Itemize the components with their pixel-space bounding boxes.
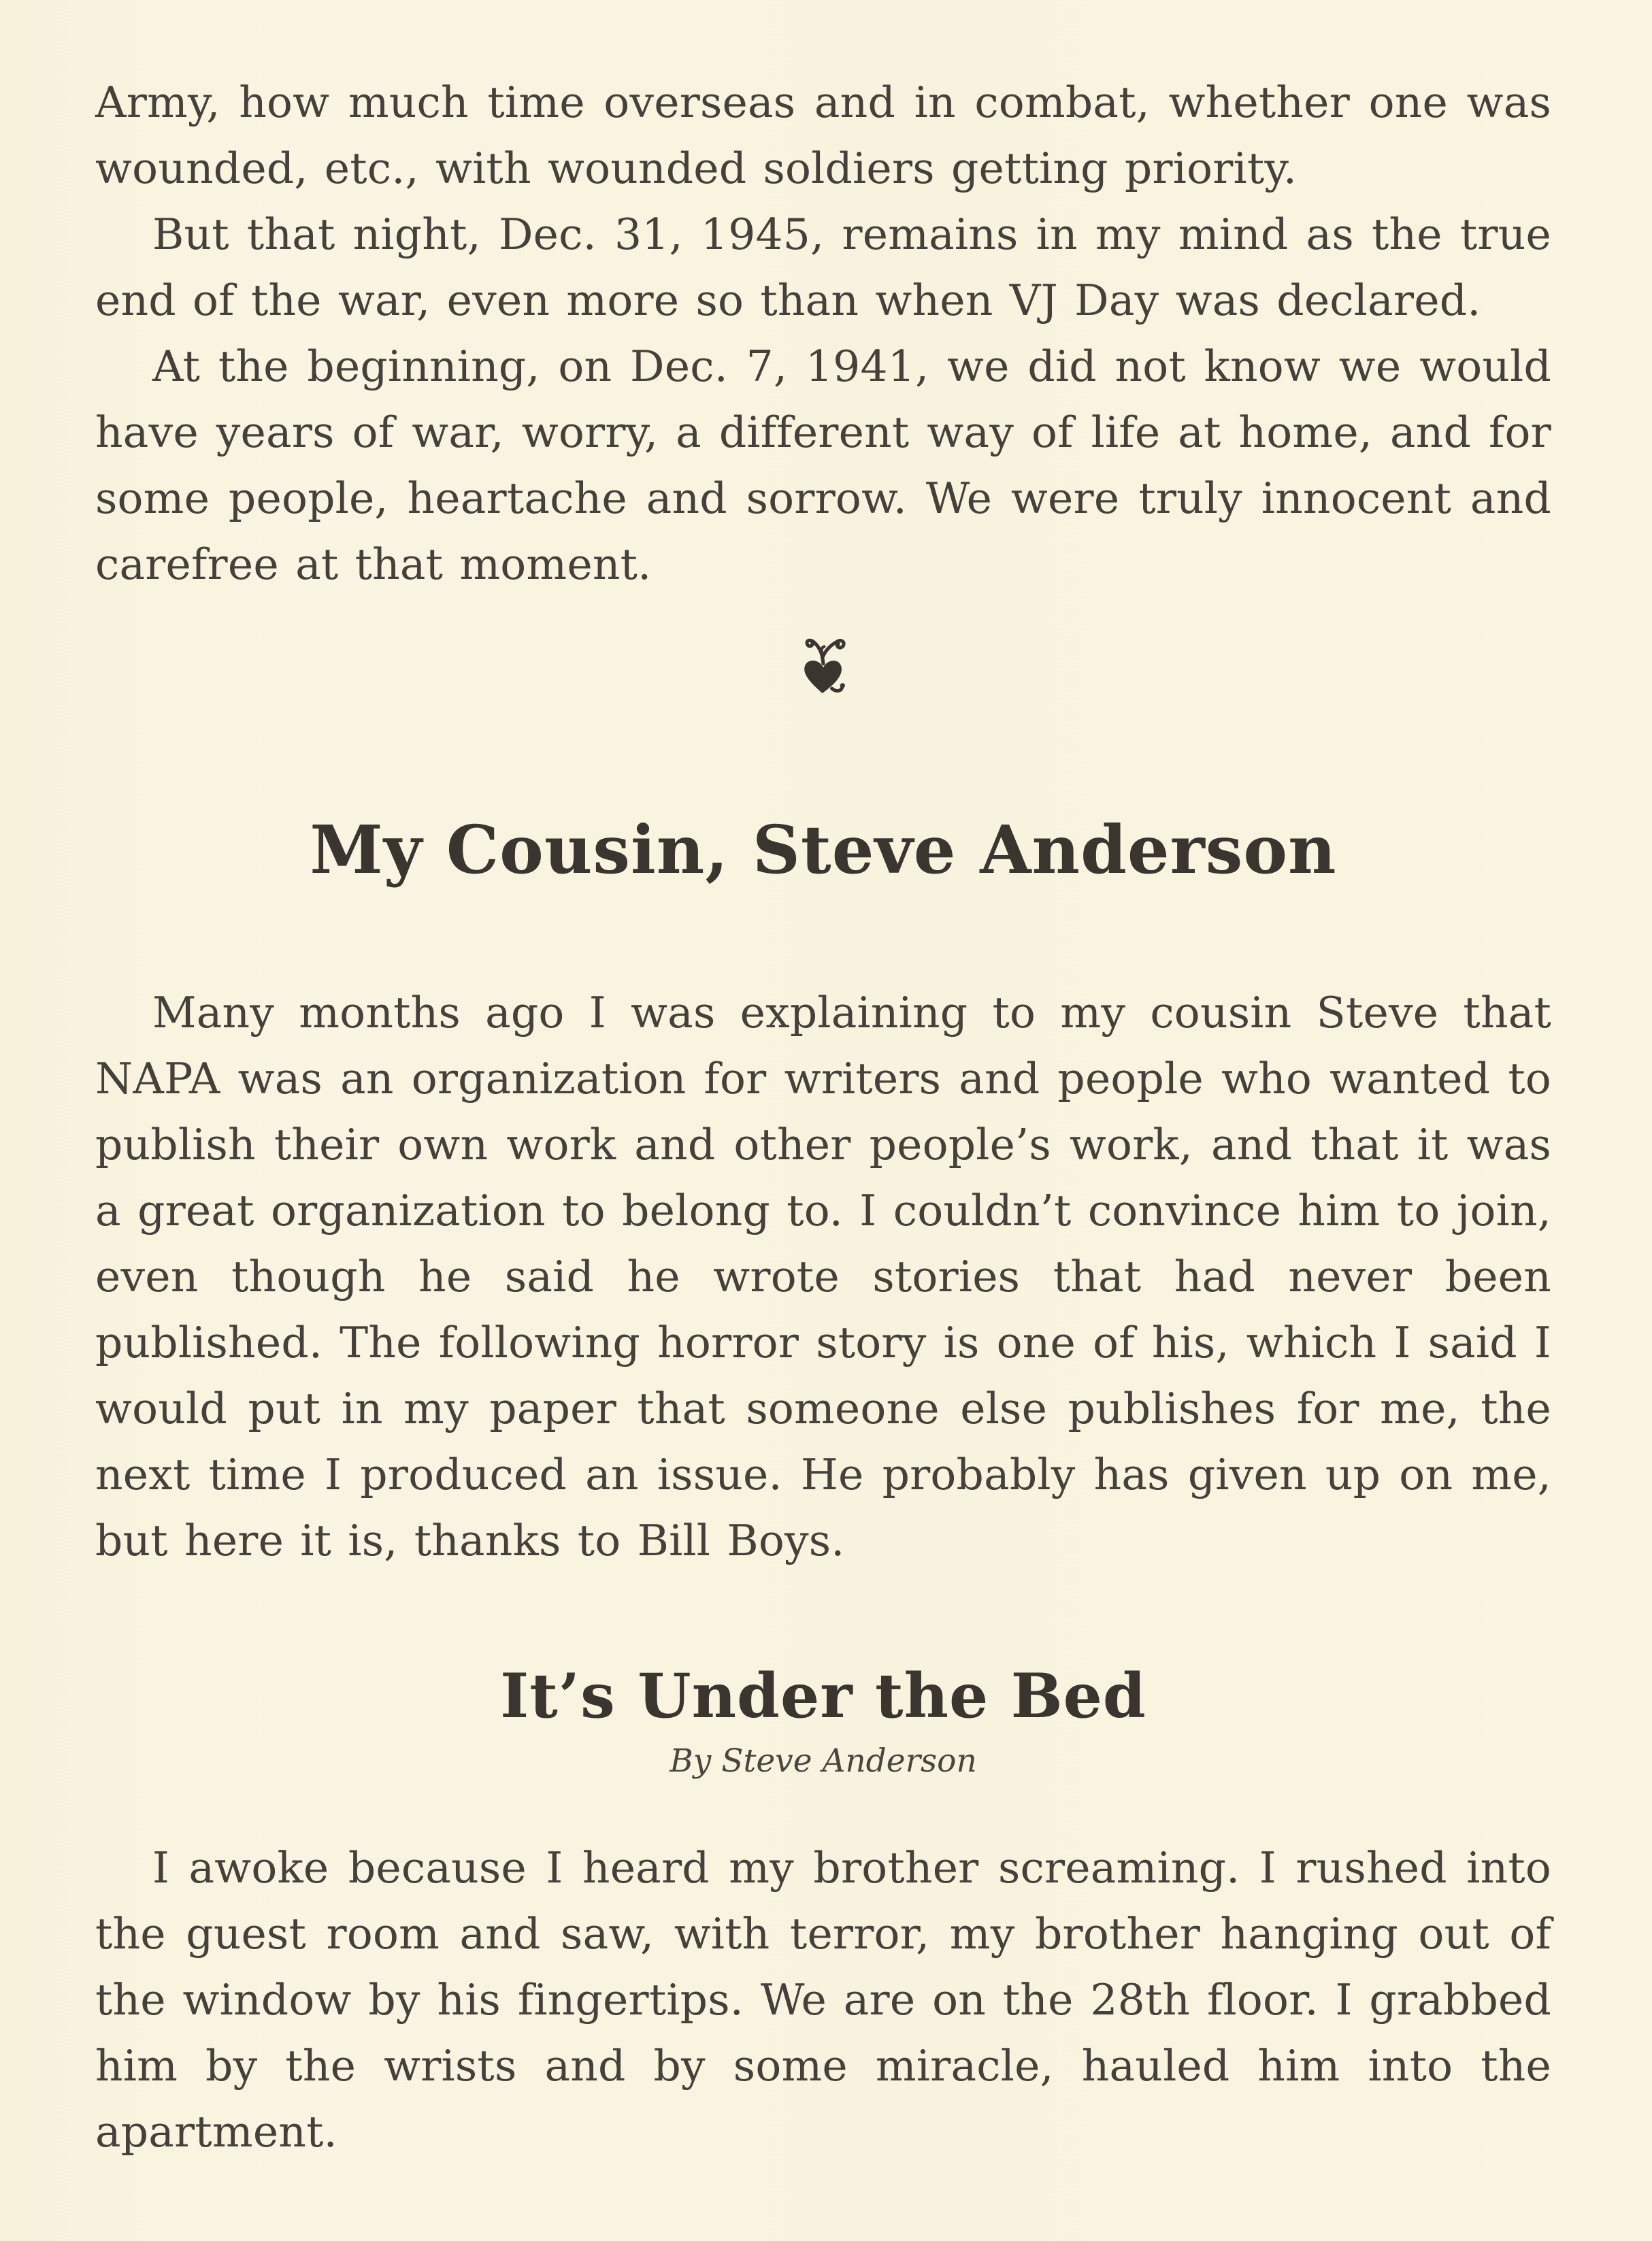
floral-heart-ornament (793, 626, 854, 713)
paragraph-napa-explanation: Many months ago I was explaining to my cousin Steve that NAPA was an organization for writers and people who wanted to publish their own work and other people’s work, and that it was a great organization to belong to. I couldn’t convince him to join, even though he said he wrote stories that had never been published. The following horror story is one of his, which I said I would put in my paper that someone else publishes for me, the next time I produced an issue. He probably has given up on me, but here it is, thanks to Bill Boys. (95, 988, 1551, 1565)
floral-heart-icon (795, 629, 852, 710)
section-title-my-cousin: My Cousin, Steve Anderson (310, 811, 1337, 889)
story-title-its-under-the-bed: It’s Under the Bed (500, 1660, 1146, 1732)
story-byline: By Steve Anderson (670, 1742, 977, 1780)
paragraph-war-beginning: At the beginning, on Dec. 7, 1941, we did not know we would have years of war, worry, a different way of life at home, and for some people, heartache and sorrow. We were truly innocent and carefree at that moment. (95, 342, 1551, 589)
paragraph-story-opening: I awoke because I heard my brother screaming. I rushed into the guest room and saw, with terror, my brother hanging out of the window by his fingertips. We are on the 28th floor. I grabbed him by the wrists and by some miracle, hauled him into the apartment. (95, 1843, 1551, 2157)
paragraph-vj-day: But that night, Dec. 31, 1945, remains in my mind as the true end of the war, even more so than when VJ Day was declared. (95, 210, 1551, 325)
paragraph-continued-from-previous-page: Army, how much time overseas and in combat, whether one was wounded, etc., with wounded soldiers getting priority. (95, 78, 1551, 193)
